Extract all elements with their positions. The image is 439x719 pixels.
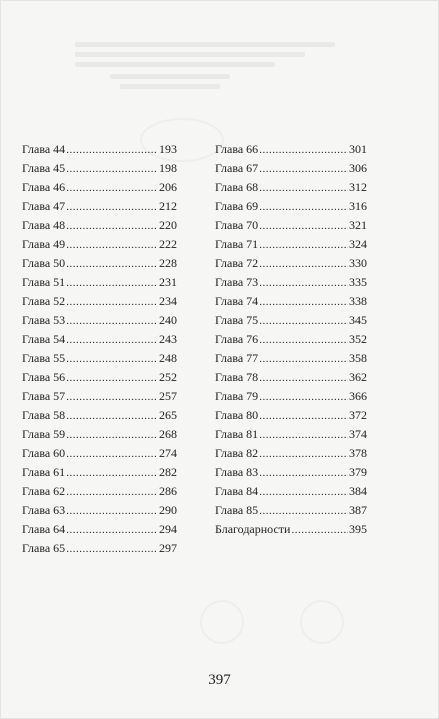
toc-entry-page: 387	[349, 503, 367, 517]
toc-entry-page: 290	[159, 503, 177, 517]
toc-entry-page: 297	[159, 541, 177, 555]
toc-entry-label: Глава 54	[22, 332, 66, 346]
dot-leader	[259, 502, 348, 521]
dot-leader	[66, 350, 158, 369]
dot-leader	[259, 198, 348, 217]
toc-entry-label: Глава 78	[215, 370, 259, 384]
toc-entry	[22, 444, 177, 463]
dot-leader	[66, 236, 158, 255]
toc-entry-page: 222	[159, 237, 177, 251]
toc-entry	[22, 425, 177, 444]
toc-entry-label: Глава 67	[215, 161, 259, 175]
toc-entry-label: Глава 47	[22, 199, 66, 213]
toc-entry-page: 366	[349, 389, 367, 403]
dot-leader	[259, 217, 348, 236]
toc-entry	[22, 387, 177, 406]
toc-entry	[22, 311, 177, 330]
toc-entry	[22, 273, 177, 292]
toc-entry	[215, 349, 367, 368]
toc-entry-page: 282	[159, 465, 177, 479]
toc-entry-label: Глава 83	[215, 465, 259, 479]
toc-entry	[215, 197, 367, 216]
toc-entry	[215, 520, 367, 539]
toc-entry	[215, 311, 367, 330]
toc-entry-page: 330	[349, 256, 367, 270]
toc-entry-label: Глава 49	[22, 237, 66, 251]
toc-entry	[22, 482, 177, 501]
toc-entry	[22, 140, 177, 159]
toc-entry-label: Глава 63	[22, 503, 66, 517]
toc-entry	[22, 292, 177, 311]
toc-entry	[22, 349, 177, 368]
toc-entry	[22, 539, 177, 558]
show-through-line	[120, 84, 220, 89]
toc-entry-page: 248	[159, 351, 177, 365]
dot-leader	[259, 255, 348, 274]
toc-entry-label: Глава 55	[22, 351, 66, 365]
toc-entry-page: 374	[349, 427, 367, 441]
show-through-line	[75, 52, 305, 57]
toc-entry-page: 372	[349, 408, 367, 422]
dot-leader	[66, 369, 158, 388]
page-number: 397	[208, 672, 231, 688]
toc-entry-label: Глава 56	[22, 370, 66, 384]
toc-entry-label: Глава 75	[215, 313, 259, 327]
toc-entry-page: 193	[159, 142, 177, 156]
toc-entry-page: 379	[349, 465, 367, 479]
dot-leader	[66, 426, 158, 445]
toc-entry-label: Глава 48	[22, 218, 66, 232]
toc-entry-label: Глава 58	[22, 408, 66, 422]
toc-entry-label: Глава 69	[215, 199, 259, 213]
dot-leader	[66, 502, 158, 521]
toc-entry-page: 274	[159, 446, 177, 460]
toc-entry-label: Благодарности	[215, 522, 291, 536]
toc-entry-label: Глава 61	[22, 465, 66, 479]
dot-leader	[259, 312, 348, 331]
toc-entry-page: 231	[159, 275, 177, 289]
toc-entry-label: Глава 50	[22, 256, 66, 270]
toc-entry-label: Глава 51	[22, 275, 66, 289]
toc-entry-page: 324	[349, 237, 367, 251]
toc-entry-label: Глава 74	[215, 294, 259, 308]
dot-leader	[259, 331, 348, 350]
dot-leader	[259, 426, 348, 445]
dot-leader	[259, 160, 348, 179]
toc-entry	[215, 140, 367, 159]
show-through-line	[110, 74, 230, 79]
dot-leader	[259, 236, 348, 255]
toc-entry-page: 252	[159, 370, 177, 384]
toc-entry	[22, 197, 177, 216]
toc-entry	[215, 159, 367, 178]
dot-leader	[66, 331, 158, 350]
toc-entry-page: 234	[159, 294, 177, 308]
toc-entry-page: 384	[349, 484, 367, 498]
toc-entry	[215, 235, 367, 254]
toc-entry-page: 265	[159, 408, 177, 422]
dot-leader	[66, 312, 158, 331]
dot-leader	[259, 464, 348, 483]
toc-entry-page: 352	[349, 332, 367, 346]
toc-entry-label: Глава 45	[22, 161, 66, 175]
toc-column-left	[22, 140, 177, 558]
toc-entry	[215, 463, 367, 482]
dot-leader	[66, 179, 158, 198]
toc-entry-label: Глава 53	[22, 313, 66, 327]
toc-entry	[22, 159, 177, 178]
toc-entry-label: Глава 57	[22, 389, 66, 403]
toc-entry	[215, 425, 367, 444]
toc-entry-label: Глава 60	[22, 446, 66, 460]
dot-leader	[259, 445, 348, 464]
toc-entry	[215, 406, 367, 425]
toc-entry-page: 362	[349, 370, 367, 384]
dot-leader	[259, 141, 348, 160]
toc-entry-page: 228	[159, 256, 177, 270]
dot-leader	[66, 540, 158, 559]
toc-entry-page: 294	[159, 522, 177, 536]
toc-entry-label: Глава 76	[215, 332, 259, 346]
toc-entry-label: Глава 68	[215, 180, 259, 194]
toc-entry-page: 338	[349, 294, 367, 308]
toc-entry	[22, 216, 177, 235]
dot-leader	[66, 445, 158, 464]
toc-entry	[215, 482, 367, 501]
toc-entry-label: Глава 62	[22, 484, 66, 498]
toc-entry-page: 395	[349, 522, 367, 536]
dot-leader	[66, 274, 158, 293]
toc-entry	[22, 178, 177, 197]
toc-entry	[215, 387, 367, 406]
toc-entry	[22, 368, 177, 387]
toc-entry-label: Глава 77	[215, 351, 259, 365]
toc-entry-label: Глава 79	[215, 389, 259, 403]
toc-entry-label: Глава 70	[215, 218, 259, 232]
toc-entry-label: Глава 52	[22, 294, 66, 308]
toc-entry-label: Глава 73	[215, 275, 259, 289]
toc-entry-label: Глава 65	[22, 541, 66, 555]
toc-entry	[215, 273, 367, 292]
show-through-emblem	[200, 600, 244, 644]
toc-entry-page: 306	[349, 161, 367, 175]
dot-leader	[66, 388, 158, 407]
dot-leader	[259, 293, 348, 312]
toc-entry-page: 301	[349, 142, 367, 156]
dot-leader	[66, 255, 158, 274]
dot-leader	[259, 369, 348, 388]
toc-entry	[215, 292, 367, 311]
dot-leader	[291, 521, 348, 540]
toc-entry-label: Глава 82	[215, 446, 259, 460]
show-through-line	[75, 42, 335, 47]
toc-entry-page: 321	[349, 218, 367, 232]
toc-entry	[22, 520, 177, 539]
toc-entry-page: 212	[159, 199, 177, 213]
toc-entry-page: 240	[159, 313, 177, 327]
toc-entry	[215, 330, 367, 349]
toc-entry-page: 198	[159, 161, 177, 175]
dot-leader	[66, 483, 158, 502]
toc-entry	[215, 368, 367, 387]
show-through-emblem	[300, 600, 344, 644]
toc-entry-label: Глава 44	[22, 142, 66, 156]
toc-entry-label: Глава 84	[215, 484, 259, 498]
toc-entry	[215, 501, 367, 520]
toc-entry-page: 257	[159, 389, 177, 403]
dot-leader	[66, 464, 158, 483]
dot-leader	[66, 217, 158, 236]
toc-entry-page: 286	[159, 484, 177, 498]
toc-entry-page: 220	[159, 218, 177, 232]
toc-entry-label: Глава 71	[215, 237, 259, 251]
toc-entry-page: 378	[349, 446, 367, 460]
toc-entry-label: Глава 59	[22, 427, 66, 441]
dot-leader	[259, 407, 348, 426]
toc-entry-label: Глава 46	[22, 180, 66, 194]
toc-entry-page: 243	[159, 332, 177, 346]
toc-entry-page: 312	[349, 180, 367, 194]
toc-entry	[215, 178, 367, 197]
dot-leader	[66, 141, 158, 160]
dot-leader	[259, 350, 348, 369]
toc-entry	[215, 254, 367, 273]
dot-leader	[259, 483, 348, 502]
show-through-line	[75, 62, 275, 67]
dot-leader	[66, 160, 158, 179]
dot-leader	[259, 274, 348, 293]
dot-leader	[66, 521, 158, 540]
toc-entry-label: Глава 64	[22, 522, 66, 536]
dot-leader	[66, 407, 158, 426]
toc-entry	[215, 444, 367, 463]
toc-entry-page: 345	[349, 313, 367, 327]
toc-entry-page: 206	[159, 180, 177, 194]
toc-entry-page: 316	[349, 199, 367, 213]
toc-entry-label: Глава 85	[215, 503, 259, 517]
dot-leader	[259, 179, 348, 198]
toc-entry-page: 335	[349, 275, 367, 289]
toc-entry	[22, 463, 177, 482]
toc-entry	[22, 254, 177, 273]
toc-entry	[215, 216, 367, 235]
dot-leader	[66, 293, 158, 312]
toc-entry-label: Глава 80	[215, 408, 259, 422]
toc-entry-label: Глава 72	[215, 256, 259, 270]
dot-leader	[259, 388, 348, 407]
toc-entry	[22, 330, 177, 349]
toc-entry-page: 358	[349, 351, 367, 365]
toc-column-right	[215, 140, 367, 539]
toc-entry	[22, 501, 177, 520]
toc-entry	[22, 235, 177, 254]
dot-leader	[66, 198, 158, 217]
toc-entry-label: Глава 81	[215, 427, 259, 441]
toc-entry-page: 268	[159, 427, 177, 441]
toc-entry-label: Глава 66	[215, 142, 259, 156]
toc-entry	[22, 406, 177, 425]
